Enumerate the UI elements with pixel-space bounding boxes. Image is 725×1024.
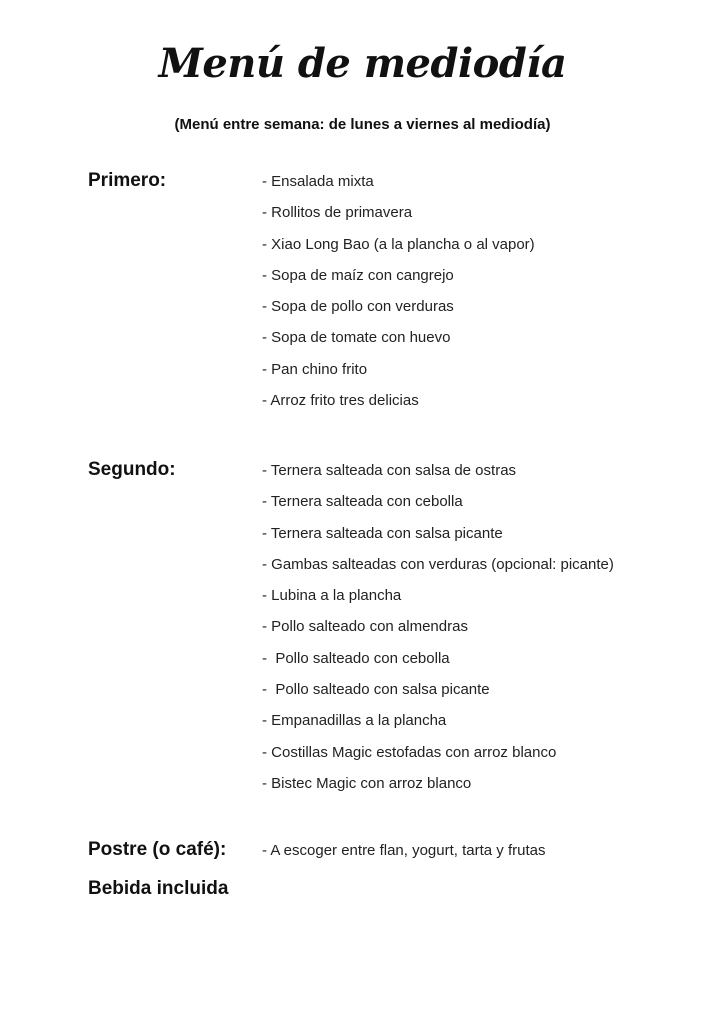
list-item: - A escoger entre flan, yogurt, tarta y frutas [262,842,546,859]
list-item: - Lubina a la plancha [262,587,402,605]
list-item: - Pollo salteado con cebolla [262,649,450,667]
section-label-primero: Primero: [88,170,167,191]
list-item: - Sopa de maíz con cangrejo [262,266,454,284]
list-item: - Gambas salteadas con verduras (opcional: picante) [262,555,614,573]
list-item: - Arroz frito tres delicias [262,392,419,410]
list-item: - Bistec Magic con arroz blanco [262,774,472,792]
list-item: - Costillas Magic estofadas con arroz blanco [262,743,557,761]
list-item: - Rollitos de primavera [262,204,413,222]
list-item: - Ternera salteada con salsa de ostras [262,462,517,479]
list-item: - Xiao Long Bao (a la plancha o al vapor) [262,235,535,253]
list-item: - Pollo salteado con almendras [262,618,468,636]
list-item: - Sopa de tomate con huevo [262,329,451,347]
menu-title: Menú de mediodía [158,40,567,87]
section-label-segundo: Segundo: [88,459,176,480]
item-list-segundo [262,461,614,805]
item-list-primero [262,172,535,422]
list-item: - Empanadillas a la plancha [262,712,447,730]
section-label-postre: Postre (o café): [88,839,227,860]
list-item: - Sopa de pollo con verduras [262,298,454,316]
list-item: - Ternera salteada con salsa picante [262,524,503,542]
list-item: - Pollo salteado con salsa picante [262,681,490,699]
list-item: - Pan chino frito [262,360,368,378]
section-label-bebida: Bebida incluida [88,878,229,899]
menu-subtitle: (Menú entre semana: de lunes a viernes al mediodía) [174,116,551,133]
item-list-postre [262,841,545,872]
list-item: - Ternera salteada con cebolla [262,493,463,511]
list-item: - Ensalada mixta [262,173,374,190]
